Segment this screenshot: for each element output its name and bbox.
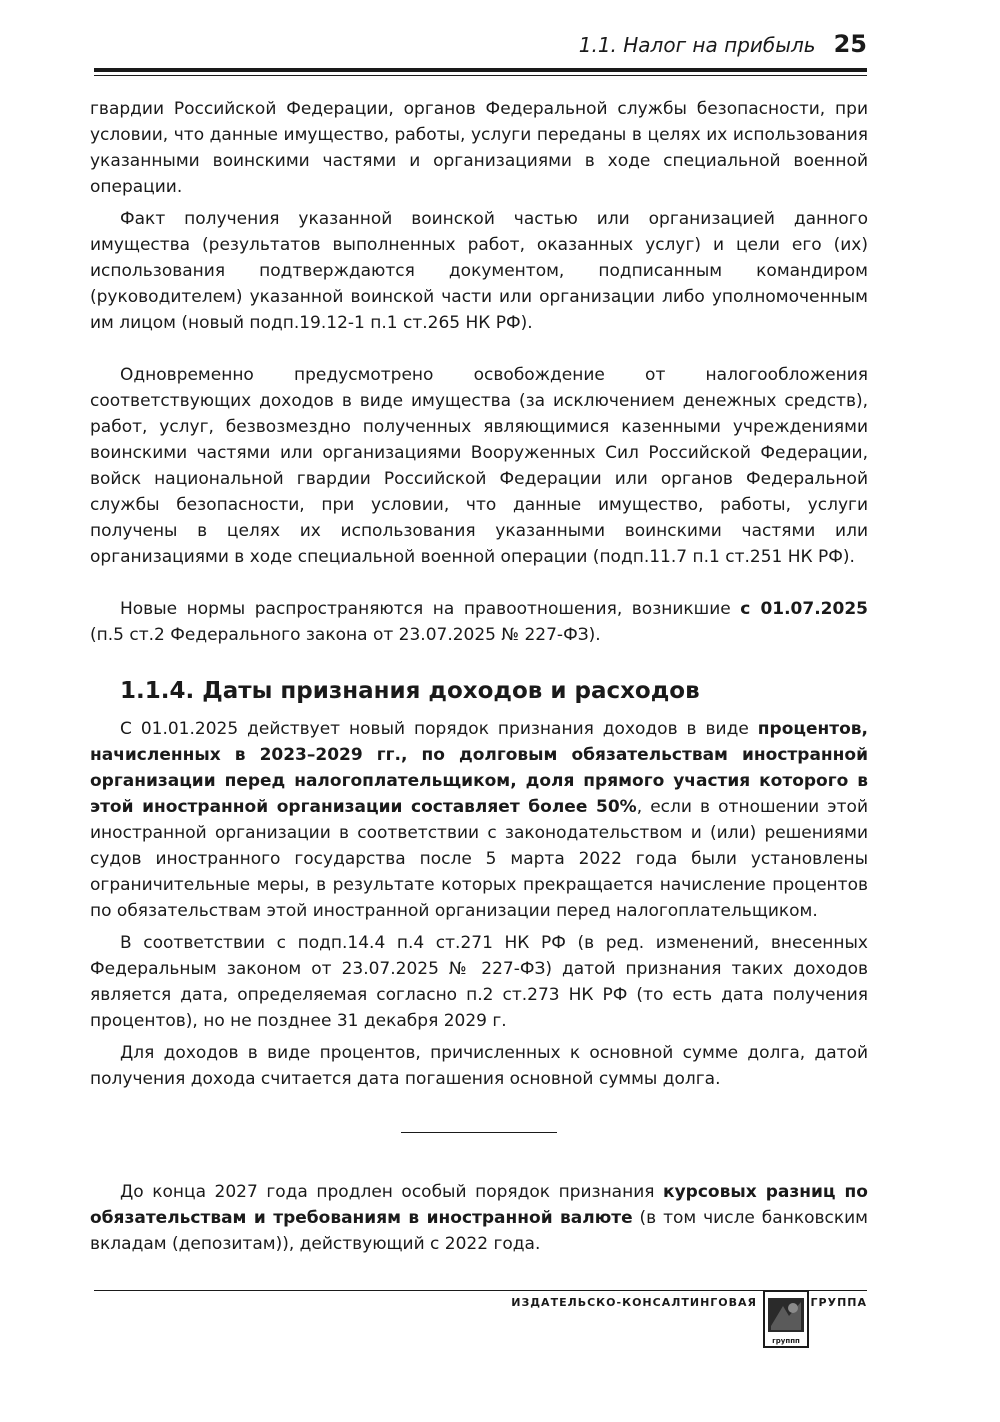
logo-text: группп bbox=[772, 1337, 800, 1345]
paragraph-5 bbox=[90, 716, 868, 924]
header-rule-thin bbox=[94, 75, 867, 76]
paragraph-4 bbox=[90, 596, 868, 648]
paragraph-2: Факт получения указанной воинской частью или организацией данного имущества (результатов выполненных работ, оказанных услуг) и цели его (их) использования подтверждаются документом, подписанным командиром (руководителем) указанной воинской части или организации либо уполномоченным им лицом (новый подп.19.12-1 п.1 ст.265 НК РФ). bbox=[90, 209, 868, 333]
p5-bold: процентов, начисленных в 2023–2029 гг., по долговым обязательствам иностранной организации перед налогоплательщиком, доля прямого участия которого в этой иностранной организации составляет более 50% bbox=[90, 719, 868, 817]
p5-text-a: С 01.01.2025 действует новый порядок признания доходов в виде bbox=[120, 719, 758, 739]
publisher-name-right: ГРУППА bbox=[810, 1296, 867, 1309]
publisher-logo-icon bbox=[763, 1290, 809, 1348]
publisher-footer bbox=[94, 1296, 867, 1356]
page-number: 25 bbox=[833, 30, 867, 58]
paragraph-3: Одновременно предусмотрено освобождение от налогообложения соответствующих доходов в виде имущества (за исключением денежных средств), работ, услуг, безвозмездно полученных являющимися казенными учреждениями воинскими частями или организациями Вооруженных Сил Российской Федерации, войск национальной гвардии Российской Федерации или органов Федеральной службы безопасности, при условии, что данные имущество, работы, услуги получены в целях их использования указанными воинскими частями или организациями в ходе специальной военной операции (подп.11.7 п.1 ст.251 НК РФ). bbox=[90, 365, 868, 567]
p8-bold: курсовых разниц по обязательствам и требованиям в иностранной валюте bbox=[90, 1182, 868, 1228]
publisher-name-left: ИЗДАТЕЛЬСКО-КОНСАЛТИНГОВАЯ bbox=[511, 1296, 757, 1309]
p4-bold: с 01.07.2025 bbox=[740, 599, 868, 619]
paragraph-1: гвардии Российской Федерации, органов Федеральной службы безопасности, при условии, что данные имущество, работы, услуги переданы в целях их использования указанными воинскими частями и организациями в ходе специальной военной операции. bbox=[90, 99, 868, 197]
section-heading: 1.1.4. Даты признания доходов и расходов bbox=[120, 678, 700, 704]
p4-text-a: Новые нормы распространяются на правоотношения, возникшие bbox=[120, 599, 741, 619]
p5-text-b: , если в отношении этой иностранной организации в соответствии с законодательством и (или) решениями судов иностранного государства после 5 марта 2022 года были установлены ограничительные меры, в результате которых прекращается начисление процентов по обязательствам этой иностранной организации перед налогоплательщиком. bbox=[90, 797, 868, 921]
paragraph-8 bbox=[90, 1179, 868, 1257]
header-rule-thick bbox=[94, 68, 867, 72]
running-header bbox=[94, 30, 867, 66]
section-separator bbox=[401, 1132, 557, 1133]
footer-rule bbox=[94, 1290, 867, 1291]
section-title: 1.1. Налог на прибыль bbox=[578, 33, 816, 57]
paragraph-6: В соответствии с подп.14.4 п.4 ст.271 НК РФ (в ред. изменений, внесенных Федеральным законом от 23.07.2025 № 227-ФЗ) датой признания таких доходов является дата, определяемая согласно п.2 ст.273 НК РФ (то есть дата получения процентов), но не позднее 31 декабря 2029 г. bbox=[90, 933, 868, 1031]
body-text bbox=[90, 96, 868, 1257]
p8-text-a: До конца 2027 года продлен особый порядок признания bbox=[120, 1182, 664, 1202]
p8-text-b: (в том числе банковским вкладам (депозитам)), действующий с 2022 года. bbox=[90, 1208, 868, 1254]
paragraph-7: Для доходов в виде процентов, причисленных к основной сумме долга, датой получения дохода считается дата погашения основной суммы долга. bbox=[90, 1043, 868, 1089]
p4-text-b: (п.5 ст.2 Федерального закона от 23.07.2025 № 227-ФЗ). bbox=[90, 625, 601, 645]
